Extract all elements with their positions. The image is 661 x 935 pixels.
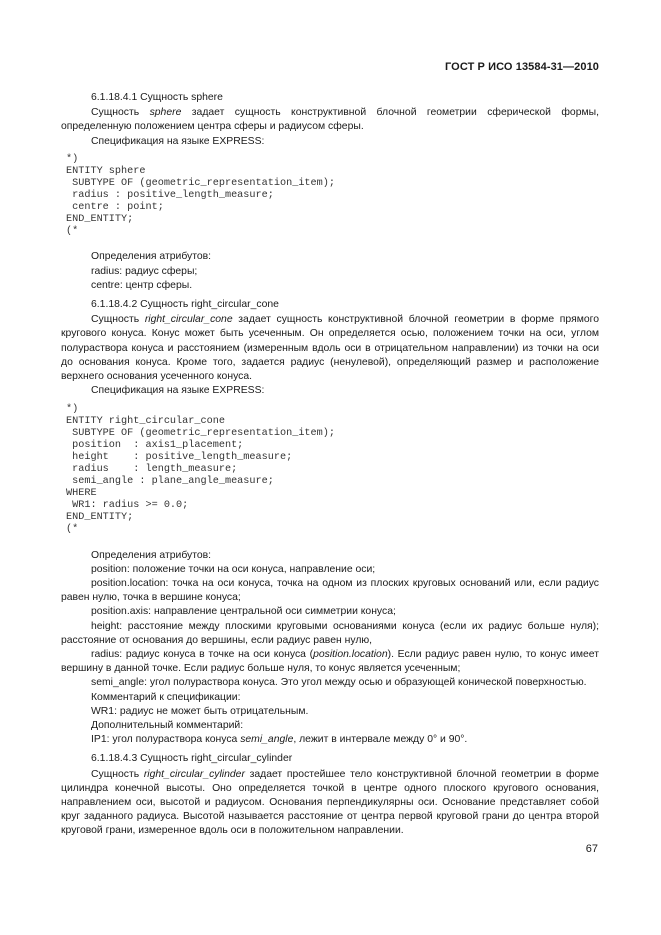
- text-run: , лежит в интервале между 0° и 90°.: [293, 734, 468, 746]
- section-heading-cylinder: 6.1.18.4.3 Сущность right_circular_cylinder: [91, 753, 293, 765]
- express-code-cone: *) ENTITY right_circular_cone SUBTYPE OF (geometric_representation_item); position : axis1_placement; height : positive_length_measure; radius : length_measure; semi_angle : plane_angle_measure; WHERE WR1: radius >= 0.0; END_ENTITY; (*: [66, 403, 335, 536]
- comment-wr1: WR1: радиус не может быть отрицательным.: [91, 705, 309, 717]
- section-heading-sphere: 6.1.18.4.1 Сущность sphere: [91, 92, 223, 103]
- spec-label-sphere: Спецификация на языке EXPRESS:: [91, 135, 265, 147]
- attr-position: position: положение точки на оси конуса, направление оси;: [91, 563, 376, 575]
- entity-name: right_circular_cone: [144, 314, 233, 326]
- attr-position-location: position.location: точка на оси конуса, точка на одном из плоских круговых оснований или, если радиус равен нулю, точка в вершине конуса;: [61, 577, 599, 604]
- attr-ref: semi_angle: [240, 734, 294, 746]
- attrs-title-sphere: Определения атрибутов:: [91, 251, 212, 263]
- spacer: [61, 241, 599, 250]
- extra-comment-title: Дополнительный комментарий:: [91, 719, 244, 731]
- attr-radius-sphere: radius: радиус сферы;: [91, 265, 198, 277]
- text-run: задает сущность конструктивной блочной геометрии сферической формы, определенную положением центра сферы и радиусом сферы.: [61, 107, 599, 133]
- extra-comment-ip1: [61, 733, 599, 747]
- document-id-header: ГОСТ Р ИСО 13584-31—2010: [444, 61, 599, 73]
- attr-centre-sphere: centre: центр сферы.: [91, 279, 193, 291]
- text-run: Сущность: [91, 314, 145, 326]
- cylinder-description: [61, 768, 599, 839]
- text-run: задает простейшее тело конструктивной блочной геометрии в форме цилиндра конечной высоты. Оно определяется точкой в центре одного плоского кругового основания, направлением оси, высотой и радиусом. Основания перпендикулярны оси. Основание представляет собой круг заданного радиуса. Высотой называется расстояние от центра первой круговой грани до центра второй круговой грани, измеренное вдоль оси в положительном направлении.: [61, 768, 599, 837]
- cone-description: [61, 313, 599, 384]
- attr-semi-angle: semi_angle: угол полураствора конуса. Это угол между осью и образующей конической поверхностью.: [91, 677, 587, 689]
- text-run: Сущность: [91, 107, 150, 119]
- text-run: ). Если радиус равен нулю, то конус имеет вершину в данной точке. Если радиус больше нуля, то конус является усеченным;: [61, 648, 599, 675]
- text-run: Сущность: [91, 768, 144, 780]
- sphere-description: [61, 106, 599, 134]
- spec-label-cone: Спецификация на языке EXPRESS:: [91, 385, 265, 397]
- section-heading-cone: 6.1.18.4.2 Сущность right_circular_cone: [91, 299, 279, 311]
- attr-height: height: расстояние между плоскими круговыми основаниями конуса (если их радиус больше нуля); расстояние от основания до вершины, если радиус равен нулю,: [61, 620, 599, 646]
- attr-radius-cone: [61, 648, 599, 676]
- text-run: radius: радиус конуса в точке на оси конуса (: [91, 648, 314, 660]
- text-run: задает сущность конструктивной блочной геометрии в форме прямого кругового конуса. Конус может быть усеченным. Он определяется осью, положением точки на оси, углом полураствора конуса и расстоянием (измеренным вдоль оси в отрицательном направлении) из точки на оси до основания конуса. Кроме того, задается радиус (ненулевой), определяющий размер и расположение верхнего основания усеченного конуса.: [61, 314, 599, 383]
- attr-ref: position.location: [313, 648, 388, 660]
- document-body: [61, 91, 599, 839]
- page-number: 67: [585, 843, 598, 855]
- attrs-title-cone: Определения атрибутов:: [91, 549, 212, 561]
- entity-name: sphere: [149, 107, 182, 119]
- express-code-sphere: *) ENTITY sphere SUBTYPE OF (geometric_representation_item); radius : positive_length_measure; centre : point; END_ENTITY; (*: [66, 153, 335, 238]
- comment-title: Комментарий к спецификации:: [91, 691, 241, 703]
- attr-position-axis: position.axis: направление центральной оси симметрии конуса;: [91, 606, 396, 618]
- entity-name: right_circular_cylinder: [143, 768, 245, 780]
- spacer: [61, 540, 599, 549]
- text-run: IP1: угол полураствора конуса: [91, 734, 241, 746]
